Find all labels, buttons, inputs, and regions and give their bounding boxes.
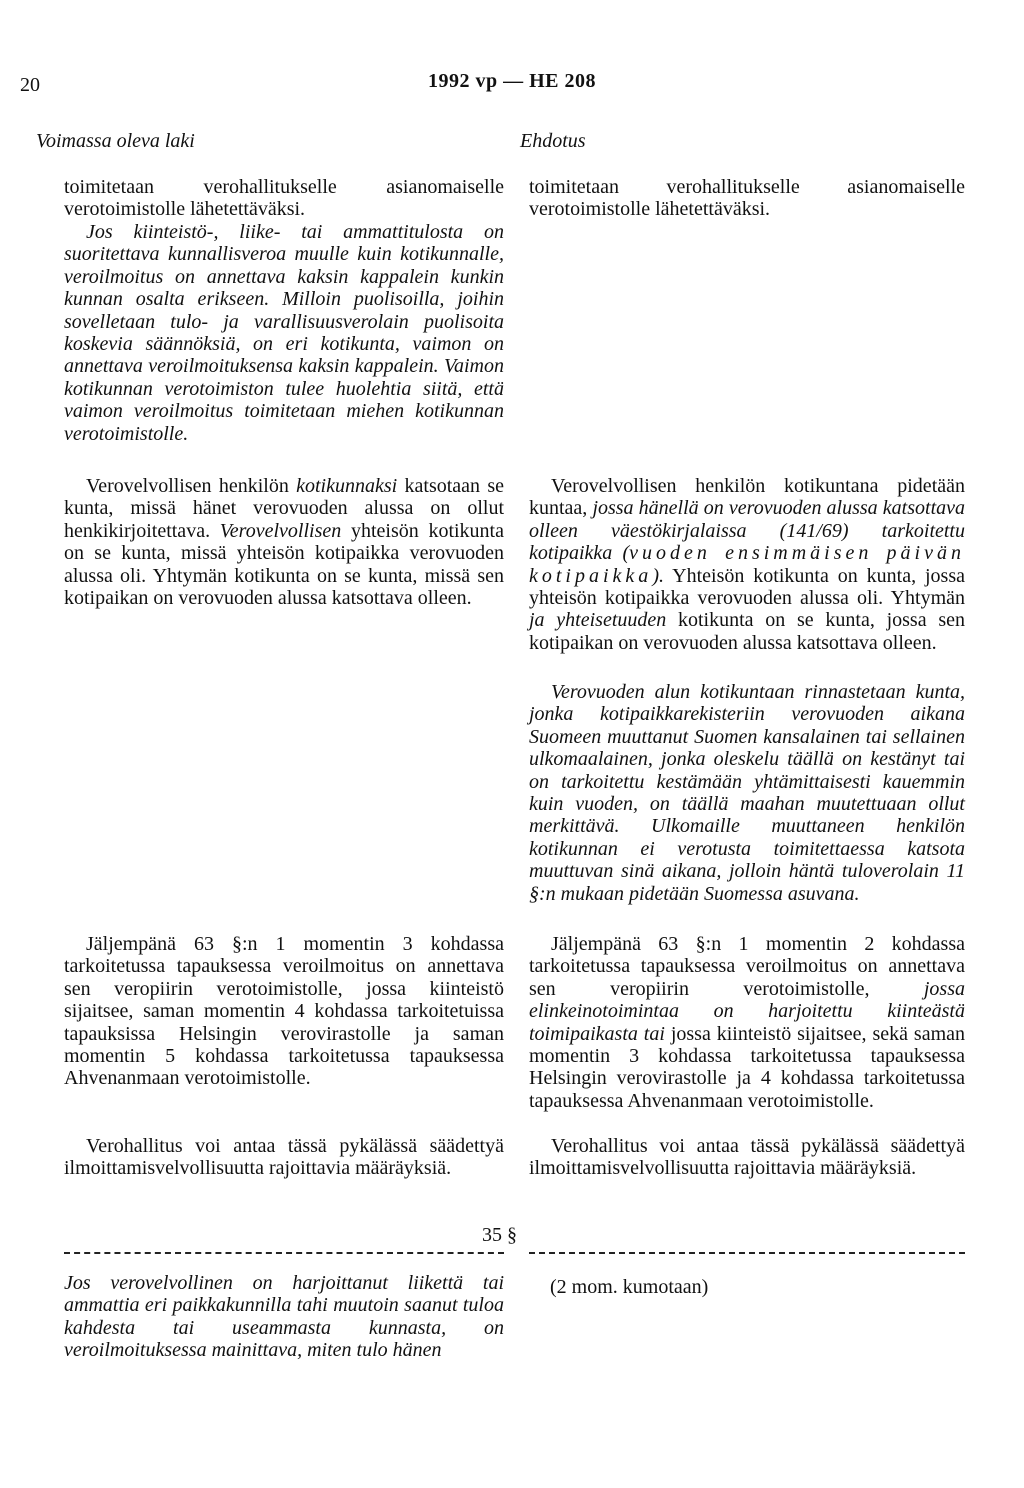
right-p4-text [529, 933, 965, 1112]
right-paragraph-5 [529, 1135, 965, 1180]
section-number: 35 § [482, 1224, 517, 1246]
right-p2-text [529, 475, 965, 654]
column-heading-proposal: Ehdotus [520, 130, 586, 152]
right-paragraph-2 [529, 475, 965, 654]
right-p1-text: toimitetaan verohallitukselle asianomaiselle verotoimistolle lähetettäväksi. [529, 176, 965, 221]
left-p3-part-e: yhteisön kotikunta on se kunta, missä yhteisön kotipaikka verovuoden alussa oli. Yhtymän kotikunta on se kunta, missä sen kotipaikan on verovuoden alussa katsottava olleen. [64, 519, 504, 610]
right-p4-part-c: jossa kiinteistö sijaitsee, sekä saman momentin 3 kohdassa tarkoitetussa tapauksessa Helsingin verovirastolle ja 4 kohdassa tarkoitetussa tapauksessa Ahvenanmaan verotoimistolle. [529, 1022, 966, 1112]
left-p4-text: Jäljempänä 63 §:n 1 momentin 3 kohdassa tarkoitetussa tapauksessa veroilmoitus on annettava sen veropiirin verotoimistolle, jossa kiinteistö sijaitsee, saman momentin 4 kohdassa tarkoitetuissa tapauksissa Helsingin verovirastolle ja saman momentin 5 kohdassa tarkoitetussa tapauksessa Ahvenanmaan verotoimistolle. [64, 933, 504, 1090]
left-paragraph-2 [64, 221, 504, 445]
right-p2-part-c: vuoden ensimmäisen päivän kotipaikka [529, 542, 965, 587]
left-p5-text: Verohallitus voi antaa tässä pykälässä säädettyä ilmoittamisvelvollisuutta rajoittavia määräyksiä. [64, 1135, 504, 1180]
left-p3-part-b: kotikunnaksi [296, 475, 398, 497]
right-p2-part-g: kotikunta on se kunta, jossa sen kotipaikan on verovuoden alussa katsottava olleen. [529, 609, 965, 654]
right-p2-part-a: Verovelvollisen henkilön kotikuntana pidetään kuntaa, [529, 475, 965, 520]
left-p2-text: Jos kiinteistö-, liike- tai ammattitulosta on suoritettava kunnallisveroa muulle kuin kotikunnalle, veroilmoitus on annettava kaksin kappalein kunkin kunnan osalta erikseen. Milloin puolisoilla, joihin sovelletaan tulo- ja varallisuusverolain puolisoita koskevia säännöksiä, on eri kotikunta, vaimon on annettava veroilmoituksensa kaksin kappalein. Vaimon kotikunnan verotoimiston tulee huolehtia siitä, että vaimon veroilmoitus toimitetaan miehen kotikunnan verotoimistolle. [64, 221, 504, 445]
left-p3-text [64, 475, 504, 609]
right-p5-text: Verohallitus voi antaa tässä pykälässä säädettyä ilmoittamisvelvollisuutta rajoittavia määräyksiä. [529, 1135, 965, 1180]
right-p2-part-e: Yhteisön kotikunta on kunta, jossa yhteisön kotipaikka verovuoden alussa oli. Yhtymän [529, 564, 965, 610]
left-p3-part-d: Verovelvollisen [219, 519, 342, 542]
right-paragraph-4 [529, 933, 965, 1112]
right-p2-part-f: ja yhteisetuuden [529, 609, 667, 632]
right-paragraph-1 [529, 176, 965, 221]
left-p1-text: toimitetaan verohallitukselle asianomaiselle verotoimistolle lähetettäväksi. [64, 176, 504, 221]
right-p4-part-a: Jäljempänä 63 §:n 1 momentin 2 kohdassa tarkoitetussa tapauksessa veroilmoitus on annettava sen veropiirin verotoimistolle, [529, 933, 965, 1000]
right-p2-part-d: ). [652, 564, 664, 587]
document-title: 1992 vp — HE 208 [427, 70, 597, 92]
dashed-divider-left [64, 1252, 504, 1254]
left-p3-part-c: katsotaan se kunta, missä hänet verovuoden alussa on ollut henkikirjoitettava. [64, 475, 504, 542]
left-p3-part-a: Verovelvollisen henkilön [86, 475, 297, 497]
left-paragraph-3 [64, 475, 504, 609]
page-number: 20 [20, 74, 40, 96]
right-section-text: (2 mom. kumotaan) [550, 1276, 709, 1298]
right-p4-part-b: jossa elinkeinotoimintaa on harjoitettu kiinteästä toimipaikasta tai [529, 977, 965, 1045]
right-p3-text: Verovuoden alun kotikuntaan rinnastetaan kunta, jonka kotipaikkarekisteriin verovuoden aikana Suomeen muuttanut Suomen kansalainen tai sellainen ulkomaalainen, jonka oleskelu täällä on kestänyt tai on tarkoitettu kestämään yhtämittaisesti kauemmin kuin vuoden, on täällä maahan muutettuaan ollut merkittävä. Ulkomaille muuttaneen henkilön kotikunnan ei verotusta toimitettaessa katsota muuttuvan sinä aikana, jolloin häntä tuloverolain 11 §:n mukaan pidetään Suomessa asuvana. [529, 681, 965, 905]
left-paragraph-4 [64, 933, 504, 1090]
right-paragraph-3 [529, 681, 965, 905]
dashed-divider-right [529, 1252, 965, 1254]
column-heading-current-law: Voimassa oleva laki [36, 130, 195, 152]
left-section-text: Jos verovelvollinen on harjoittanut liikettä tai ammattia eri paikkakunnilla tahi muutoin saanut tuloa kahdesta tai useammasta kunnasta, on veroilmoituksessa mainittava, miten tulo hänen [64, 1272, 504, 1362]
left-paragraph-1 [64, 176, 504, 221]
left-paragraph-5 [64, 1135, 504, 1180]
right-p2-part-b: jossa hänellä on verovuoden alussa katsottava olleen väestökirjalaissa (141/69) tarkoitettu kotipaikka ( [529, 497, 966, 565]
